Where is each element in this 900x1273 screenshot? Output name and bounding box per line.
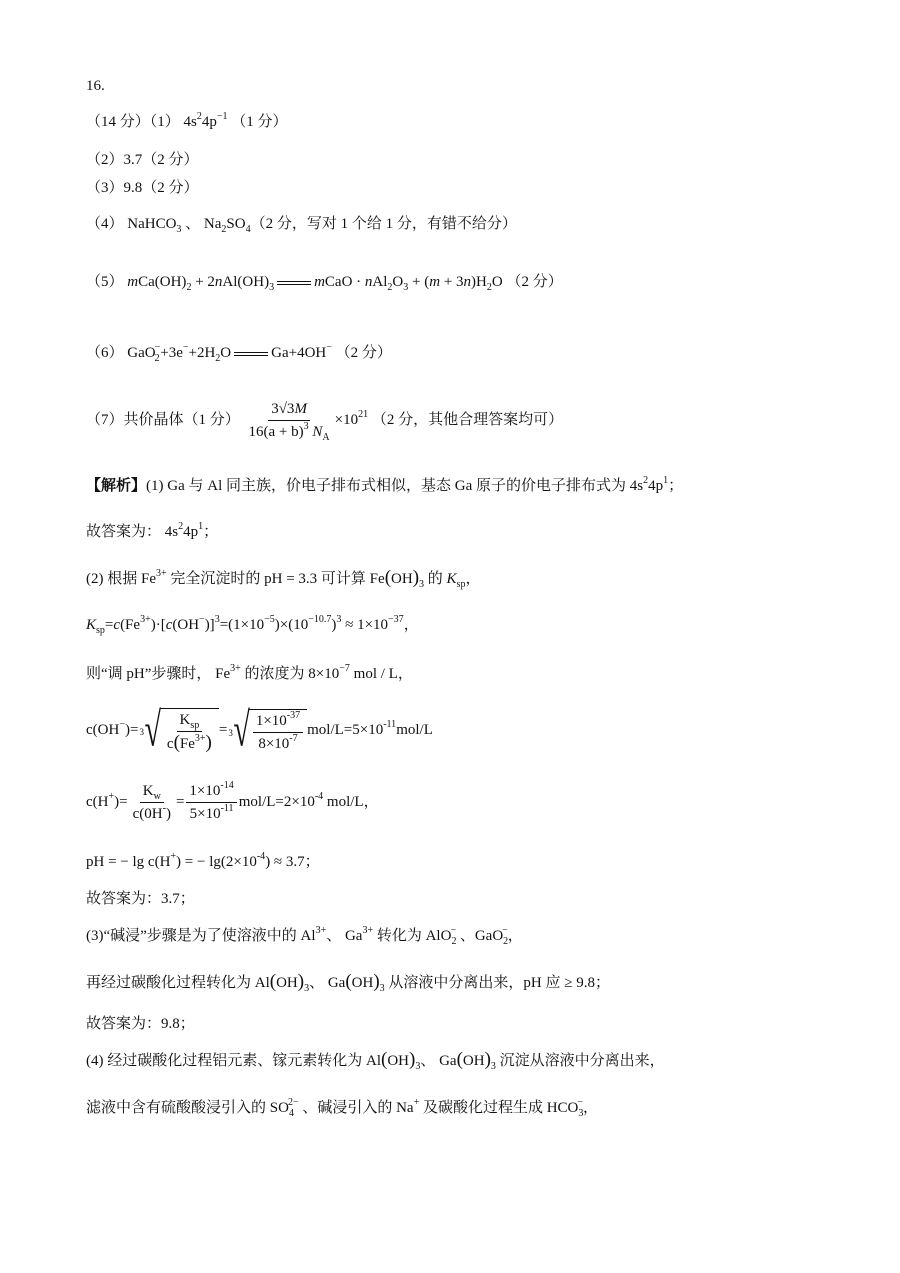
equation-5: $mCa(OH)_2 + 2nAl(OH)_3$ mCaO · $nAl_2O_3 + (m + 3n)H_2O$ bbox=[127, 274, 503, 293]
answer-5: （5） $mCa(OH)_2 + 2nAl(OH)_3$ mCaO · $nAl_2O_3 + (m + 3n)H_2O$ （2 分） bbox=[86, 274, 563, 293]
explanation-4: (3)“碱浸”步骤是为了使溶液中的 $Al^{3+}$、 $Ga^{3+}$ 转化为 AlO$_2$− 、GaO$_2$−， bbox=[86, 925, 523, 947]
explanation-5: 再经过碳酸化过程转化为 $Al(OH)_3$、 $Ga(OH)_3$ 从溶液中分离出来，pH 应 ≥ 9.8； bbox=[86, 971, 610, 994]
explanation-2-answer: 故答案为：3.7； bbox=[86, 891, 195, 907]
c-h-equation: c(H+)= $\frac{K_w}{c(0H^-)}$ = $\frac{1\times 10^{-14}}{5\times 10^{-11}}$ mol/$L=2\times 10^{-4}$ mol/L， bbox=[86, 780, 379, 822]
explanation-1-answer: 故答案为： $4s^24p^1$； bbox=[86, 521, 219, 540]
explanation-6: (4) 经过碳酸化过程铝元素、镓元素转化为 $Al(OH)_3$、 $Ga(OH)_3$ 沉淀从溶液中分离出来， bbox=[86, 1049, 665, 1072]
explanation-1: 【解析】(1) Ga 与 Al 同主族，价电子排布式相似，基态 Ga 原子的价电子排布式为 $4s^24p^1$； bbox=[86, 475, 684, 494]
ph-equation: pH = − lg c(H+) = − $\lg(2\times 10^{-4}) \approx 3.7$； bbox=[86, 851, 320, 870]
answer-1: （14 分）（1） $4s^24p^{-1}$ （1 分） bbox=[86, 111, 288, 130]
explanation-3-answer: 故答案为：9.8； bbox=[86, 1016, 195, 1032]
density-fraction: $\frac{3√3M}{16(a + b)^3 N_A}$ bbox=[248, 401, 330, 443]
answer-2: （2）3.7（2 分） bbox=[86, 152, 199, 168]
ksp-equation: $K_{sp}=c(Fe^{3+})\cdot[c(OH^-)]^3=(1\times 10^{-5})\times(10^{-10.7})^3 \approx 1\times 10^{-37}$， bbox=[86, 614, 419, 636]
answer-3: （3）9.8（2 分） bbox=[86, 180, 199, 196]
explanation-3: 则“调 pH”步骤时， $Fe^{3+}$ 的浓度为 $8\times 10^{-7}$ mol / L， bbox=[86, 663, 413, 682]
answer-4: （4） NaHCO$_3$ 、 $Na_2SO_4(2$ 分，写对 1 个给 1 分，有错不给分） bbox=[86, 216, 517, 235]
c-oh-equation: c(OH−)= 3 √ $\frac{K_{sp}}{c(Fe^{3+})}$ = 3 √ $\frac{1\times 10^{-37}}{8\times 10^{-7}}$ mol/$L=5\times 10^{-11}mol/L$ bbox=[86, 703, 433, 757]
question-number: 16. bbox=[86, 78, 105, 94]
answer-7: （7）共价晶体（1 分） $\frac{3√3M}{16(a + b)^3 N_A}$ $\times 10^{21}$ （2 分，其他合理答案均可） bbox=[86, 401, 564, 443]
explanation-2: (2) 根据 $Fe^{3+}$ 完全沉淀时的 pH = 3.3 可计算 $Fe(OH)_3$ 的 $K_{sp}$， bbox=[86, 567, 481, 590]
answer-6: （6） $GaO_2^-+3e^-+2H_2O$ Ga+4OH− （2 分） bbox=[86, 342, 392, 364]
equation-6: $GaO_2^-+3e^-+2H_2O$ Ga+4OH− bbox=[127, 342, 332, 364]
explanation-7: 滤液中含有硫酸酸浸引入的 $SO_4^{2-}$ 、碱浸引入的 Na+ 及碳酸化过程生成 $HCO_3^-$， bbox=[86, 1097, 599, 1119]
